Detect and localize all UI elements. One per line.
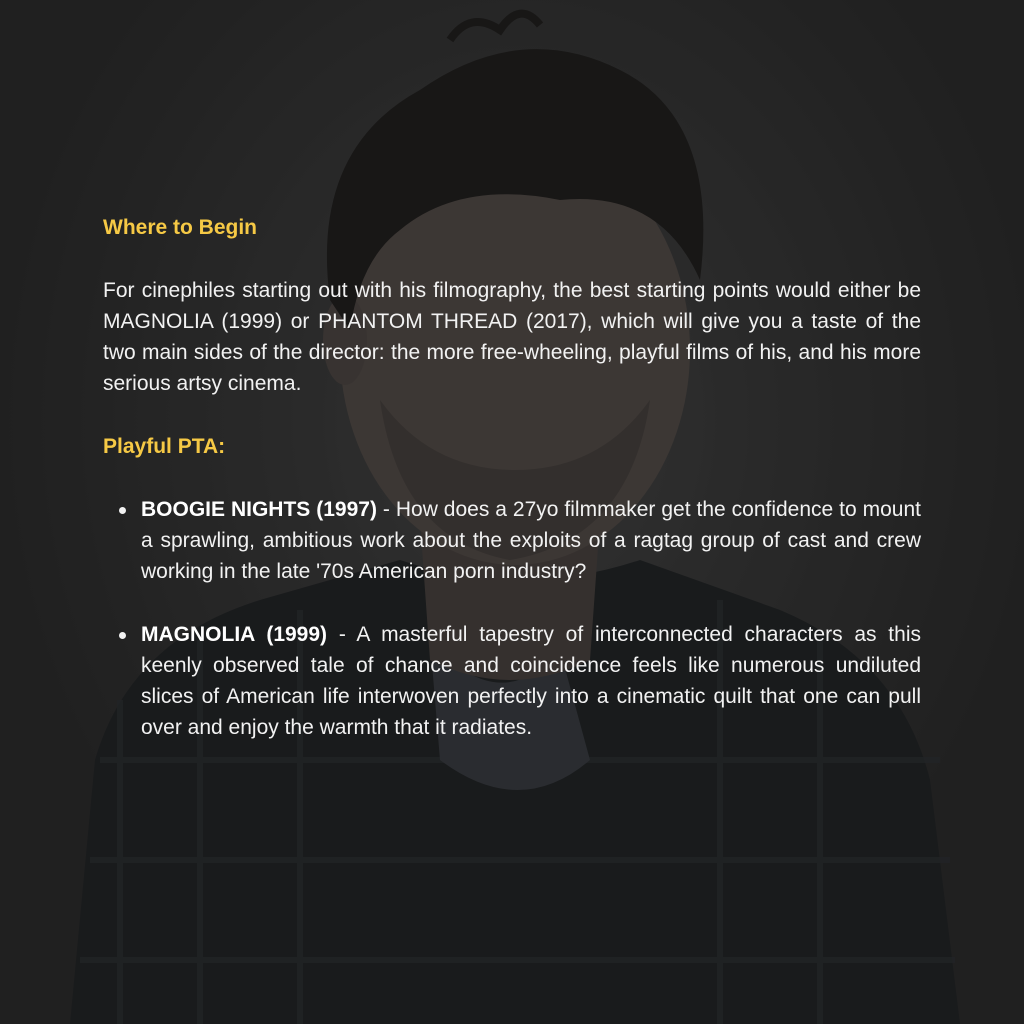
list-item	[141, 619, 921, 743]
film-title: MAGNOLIA (1999)	[141, 623, 328, 646]
film-description: - A masterful tapestry of interconnected characters as this keenly observed tale of chance and coincidence feels like numerous undiluted slices of American life interwoven perfectly into a cinematic quilt that one can pull over and enjoy the warmth that it radiates.	[141, 623, 921, 739]
list-item	[141, 494, 921, 587]
intro-paragraph: For cinephiles starting out with his filmography, the best starting points would either be MAGNOLIA (1999) or PHANTOM THREAD (2017), which will give you a taste of the two main sides of the director: the more free-wheeling, playful films of his, and his more serious artsy cinema.	[103, 279, 921, 395]
bullet-icon	[119, 632, 126, 639]
bullet-icon	[119, 507, 126, 514]
film-title: BOOGIE NIGHTS (1997)	[141, 498, 377, 521]
where-to-begin-heading: Where to Begin	[103, 216, 258, 239]
article-content	[103, 212, 921, 775]
film-description: - How does a 27yo filmmaker get the confidence to mount a sprawling, ambitious work about the exploits of a ragtag group of cast and crew working in the late '70s American porn industry?	[141, 498, 922, 583]
playful-pta-heading: Playful PTA:	[103, 435, 226, 458]
film-list	[103, 494, 921, 743]
